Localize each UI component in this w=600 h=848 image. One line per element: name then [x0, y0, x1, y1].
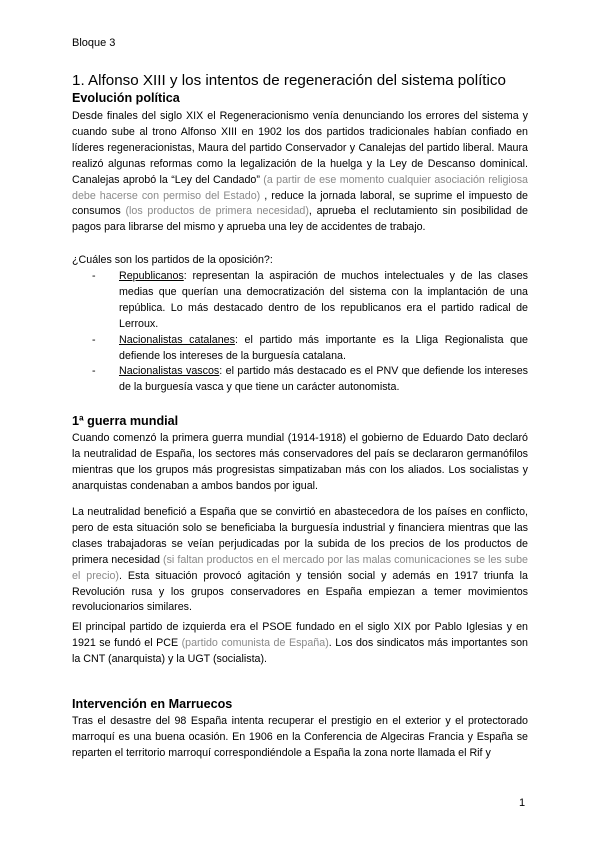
list-text: : representan la aspiración de muchos intelectuales y de las clases medias que querían una democratización del sistema con la implantación de una república. Lo más destacado dentro de los republicanos era el partido radical de Lerroux. [119, 270, 528, 330]
paragraph-evolucion [72, 109, 528, 236]
note-text: (los productos de primera necesidad) [125, 205, 309, 218]
list-term: Nacionalistas catalanes [119, 333, 235, 346]
dash-bullet: - [92, 365, 96, 378]
opposition-list [72, 269, 528, 396]
question-text: ¿Cuáles son los partidos de la oposición?: [72, 254, 273, 266]
note-text: (partido comunista de España) [181, 636, 329, 649]
section-heading-guerra: 1ª guerra mundial [72, 414, 179, 428]
list-item [72, 364, 528, 396]
page-number: 1 [519, 797, 526, 809]
paragraph-guerra-1: Cuando comenzó la primera guerra mundial (1914-1918) el gobierno de Eduardo Dato declaró la neutralidad de España, los sectores más conservadores del país se declararon germanófilos mientras que los grupos más progresistas simpatizaban más con los aliados. Los socialistas y anarquistas condenaban a ambos bandos por igual. [72, 432, 528, 492]
section-heading-evolucion: Evolución política [72, 91, 180, 105]
paragraph-guerra-2 [72, 505, 528, 616]
text-run: , aprueba el reclutamiento sin posibilidad de pagos para librarse del mismo y aprueba una ley de accidentes de trabajo. [72, 205, 528, 234]
list-item [72, 333, 528, 365]
list-term: Republicanos [119, 270, 184, 282]
paragraph-guerra-3 [72, 620, 528, 668]
dash-bullet: - [92, 270, 96, 282]
paragraph-marruecos: Tras el desastre del 98 España intenta recuperar el prestigio en el exterior y el protectorado marroquí es una buena ocasión. En 1906 en la Conferencia de Algeciras Francia y España se reparten el territorio marroquí correspondiéndole a España la zona norte llamada el Rif y [72, 715, 528, 759]
list-text: : el partido más importante es la Lliga Regionalista que defiende los intereses de la burguesía catalana. [119, 333, 528, 362]
dash-bullet: - [92, 333, 96, 346]
list-text: : el partido más destacado es el PNV que defiende los intereses de la burguesía vasca y que tiene un carácter autonomista. [119, 365, 528, 394]
document-header: Bloque 3 [72, 37, 116, 49]
list-item [72, 269, 528, 333]
text-run: , reduce la jornada laboral, se suprime el impuesto de consumos [72, 189, 528, 218]
list-term: Nacionalistas vascos [119, 365, 220, 378]
text-run: . Los dos sindicatos más importantes son la CNT (anarquista) y la UGT (socialista). [72, 636, 528, 665]
section-heading-marruecos: Intervención en Marruecos [72, 697, 233, 711]
note-text: (si faltan productos en el mercado por las malas comunicaciones se les sube el precio) [72, 553, 528, 582]
text-run: . Esta situación provocó agitación y tensión social y además en 1917 triunfa la Revolución rusa y los grupos conservadores en España empiezan a temer movimientos revolucionarios similares. [72, 569, 528, 614]
text-run: Desde finales del siglo XIX el Regeneracionismo venía denunciando los errores del sistema y cuando sube al trono Alfonso XIII en 1902 los dos partidos tradicionales habían confiado en líderes regeneracionistas, Maura del partido Conservador y Canalejas del partido liberal. Maura realizó algunas reformas como la legalización de la huelga y la Ley de Descanso dominical. Canalejas aprobó la “Ley del Candado” [72, 110, 528, 186]
text-run: El principal partido de izquierda era el PSOE fundado en el siglo XIX por Pablo Iglesias y en 1921 se fundó el PCE [72, 621, 528, 649]
page-title: 1. Alfonso XIII y los intentos de regeneración del sistema político [72, 72, 506, 89]
text-run: La neutralidad benefició a España que se convirtió en abastecedora de los países en conflicto, pero de esta situación solo se beneficiaba la burguesía industrial y financiera mientras que las clases trabajadoras se veían perjudicadas por la subida de los precios de los productos de primera necesidad [72, 506, 528, 566]
note-text: (a partir de ese momento cualquier asociación religiosa debe hacerse con permiso del Estado) [72, 173, 528, 202]
